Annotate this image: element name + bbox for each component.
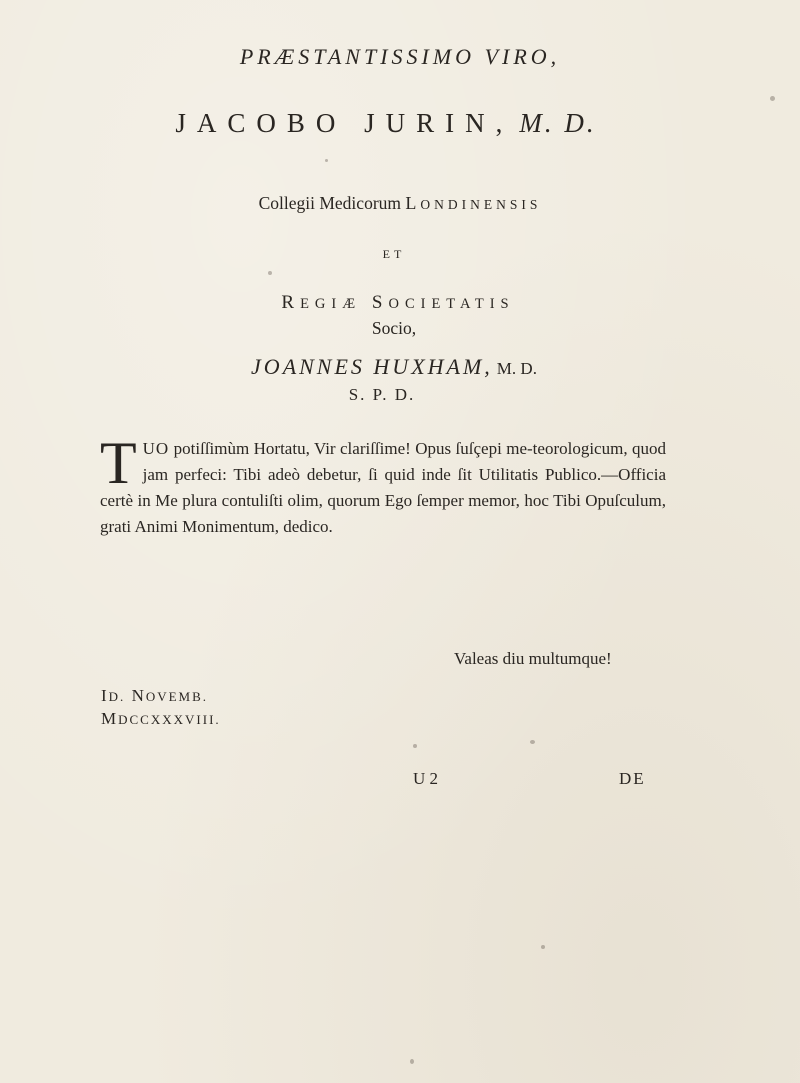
dedication-line: PRÆSTANTISSIMO VIRO, [239, 44, 561, 69]
salutation: S. P. D. [348, 385, 416, 404]
date-year-rest: DCCXXXVIII. [118, 712, 221, 727]
paper-speck [770, 96, 775, 101]
letter-lead-in: UO [142, 439, 170, 458]
dedicatee-degree: M. D. [519, 108, 597, 138]
signature-mark: U 2 [413, 769, 439, 788]
society-line [0, 292, 798, 314]
college-line [0, 193, 800, 214]
date-block [101, 685, 221, 731]
college-city [405, 193, 542, 213]
farewell: Valeas diu multumque! [454, 649, 612, 668]
college-word: Collegii Medicorum [258, 193, 402, 213]
letter-body [100, 430, 666, 540]
letter-text: potiſſimùm Hortatu, Vir clariſſime! Opus ſuſçepi me-teorologicum, quod jam perfeci: Tibi adeò debetur, ſi quid inde ſit Utilitatis Publico.—Officia certè in Me plura contuliſti olim, quorum Ego ſemper memor, hoc Tibi Opuſculum, grati Animi Monimentum, dedico. [100, 439, 666, 536]
college-city-initial: L [405, 193, 421, 213]
date-id-rest: D. [108, 689, 126, 704]
dedicatee-name: JACOBO JURIN, [175, 108, 514, 138]
society-egiae: EGIÆ [300, 296, 362, 312]
date-id-initial: I [101, 686, 109, 705]
catchword: DE [619, 769, 646, 788]
paper-speck [541, 945, 545, 949]
author-name: JOANNES HUXHAM, [251, 354, 493, 379]
conjunction-et: ET [382, 247, 406, 261]
society-r: R [281, 292, 301, 313]
author-line [0, 354, 794, 380]
date-year-initial: M [101, 709, 119, 728]
paper-speck [268, 271, 272, 275]
drop-cap: T [100, 430, 137, 496]
date-month-initial: N [131, 686, 146, 705]
society-s: S [371, 292, 389, 313]
dedicatee-line [0, 108, 786, 139]
paper-speck [530, 740, 535, 744]
paper-speck [410, 1059, 414, 1064]
society-ocietatis: OCIETATIS [388, 296, 515, 312]
date-line-2 [101, 708, 221, 731]
author-degree: M. D. [496, 359, 537, 378]
date-month-rest: OVEMB. [145, 689, 209, 704]
college-city-rest: ONDINENSIS [420, 197, 542, 212]
socio-line: Socio, [371, 318, 417, 338]
paper-speck [325, 159, 328, 162]
date-line-1 [101, 685, 221, 708]
paper-speck [413, 744, 417, 748]
